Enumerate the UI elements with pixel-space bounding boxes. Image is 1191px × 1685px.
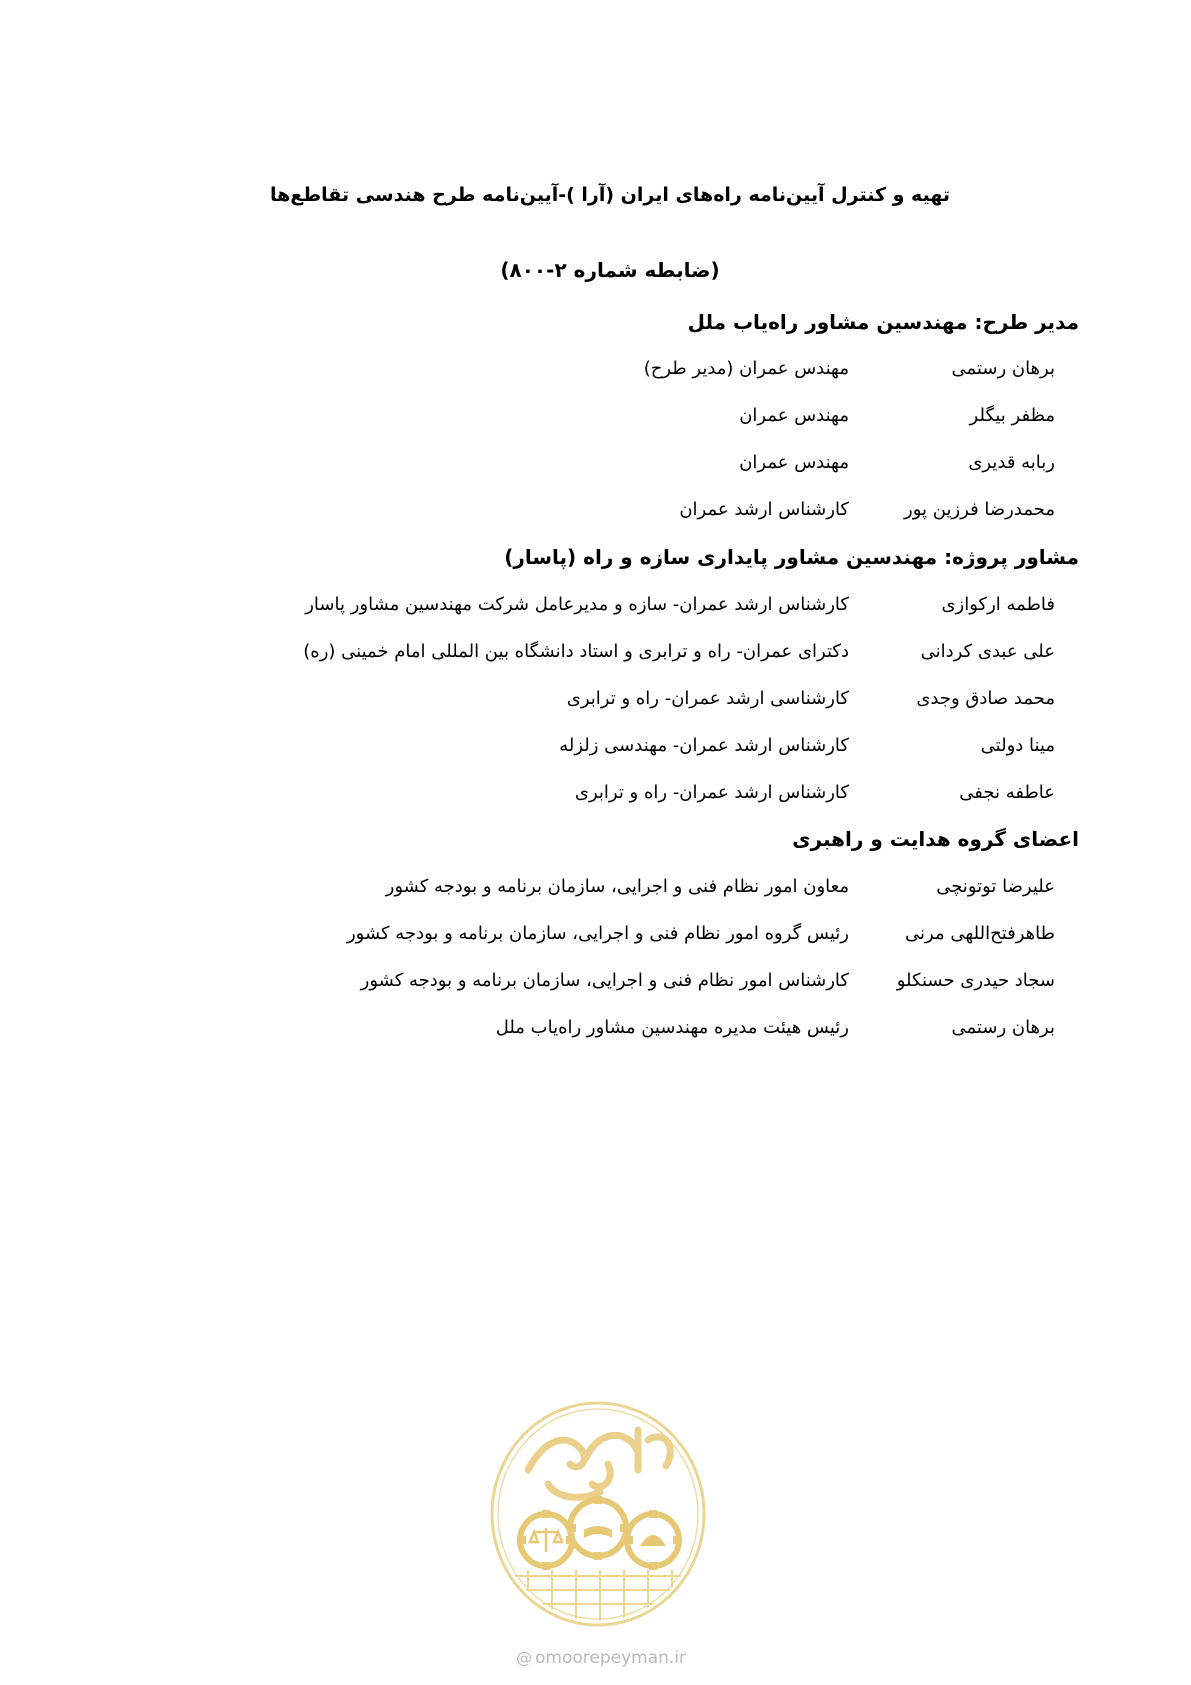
member-row (644, 452, 1055, 499)
website-url (496, 1648, 706, 1668)
member-role: مهندس عمران (مدیر طرح) (643, 358, 849, 379)
member-name: برهان رستمی (951, 358, 1055, 379)
member-role: کارشناس ارشد عمران- راه و ترابری (574, 782, 849, 803)
member-role: کارشناسی ارشد عمران- راه و ترابری (566, 688, 849, 709)
member-row (644, 358, 1055, 405)
at-sign-icon: @ (515, 1648, 532, 1667)
project-manager-members (644, 358, 1055, 546)
member-role: کارشناس امور نظام فنی و اجرایی، سازمان برنامه و بودجه کشور (360, 970, 849, 991)
member-role: کارشناس ارشد عمران- سازه و مدیرعامل شرکت مهندسین مشاور پاسار (305, 594, 849, 615)
section-heading-steering-group: اعضای گروه هدایت و راهبری (792, 827, 1079, 851)
member-row (303, 688, 1055, 735)
section-heading-project-consultant: مشاور پروژه: مهندسین مشاور پایداری سازه و راه (پاسار) (504, 545, 1079, 569)
member-name: عاطفه نجفی (959, 782, 1055, 803)
member-name: مظفر بیگلر (969, 405, 1055, 426)
member-name: محمد صادق وجدی (916, 688, 1055, 709)
member-name: سجاد حیدری حسنکلو (896, 970, 1055, 991)
member-name: علیرضا توتونچی (936, 876, 1055, 897)
member-role: کارشناس ارشد عمران (679, 499, 849, 520)
member-role: دکترای عمران- راه و ترابری و استاد دانشگاه بین المللی امام خمینی (ره) (303, 641, 849, 662)
member-name: طاهرفتح‌اللهی مرنی (905, 923, 1055, 944)
member-row (644, 499, 1055, 546)
member-row (303, 641, 1055, 688)
member-row (303, 735, 1055, 782)
member-name: علی عبدی کردانی (920, 641, 1055, 662)
member-row (303, 782, 1055, 829)
member-row (347, 876, 1055, 923)
document-title: تهیه و کنترل آیین‌نامه راه‌های ایران (آرا )-آیین‌نامه طرح هندسی تقاطع‌ها (269, 184, 951, 206)
member-name: مینا دولتی (980, 735, 1055, 756)
member-row (347, 970, 1055, 1017)
section-heading-project-manager: مدیر طرح: مهندسین مشاور راه‌یاب ملل (687, 310, 1079, 334)
website-url-text: omoorepeyman.ir (534, 1648, 687, 1668)
member-name: محمدرضا فرزین پور (904, 499, 1055, 520)
member-name: ربابه قدیری (968, 452, 1055, 473)
member-role: مهندس عمران (739, 452, 849, 473)
member-row (644, 405, 1055, 452)
member-name: برهان رستمی (951, 1017, 1055, 1038)
omoore-peyman-seal-icon (488, 1400, 708, 1628)
member-name: فاطمه ارکوازی (941, 594, 1055, 615)
member-role: کارشناس ارشد عمران- مهندسی زلزله (559, 735, 849, 756)
member-row (347, 923, 1055, 970)
member-role: مهندس عمران (739, 405, 849, 426)
member-role: رئیس هیئت مدیره مهندسین مشاور راه‌یاب ملل (495, 1017, 849, 1038)
document-subtitle: (ضابطه شماره ۲-۸۰۰) (500, 258, 720, 282)
member-role: رئیس گروه امور نظام فنی و اجرایی، سازمان برنامه و بودجه کشور (346, 923, 849, 944)
steering-group-members (347, 876, 1055, 1064)
member-role: معاون امور نظام فنی و اجرایی، سازمان برنامه و بودجه کشور (385, 876, 849, 897)
member-row (347, 1017, 1055, 1064)
member-row (303, 594, 1055, 641)
project-consultant-members (303, 594, 1055, 829)
